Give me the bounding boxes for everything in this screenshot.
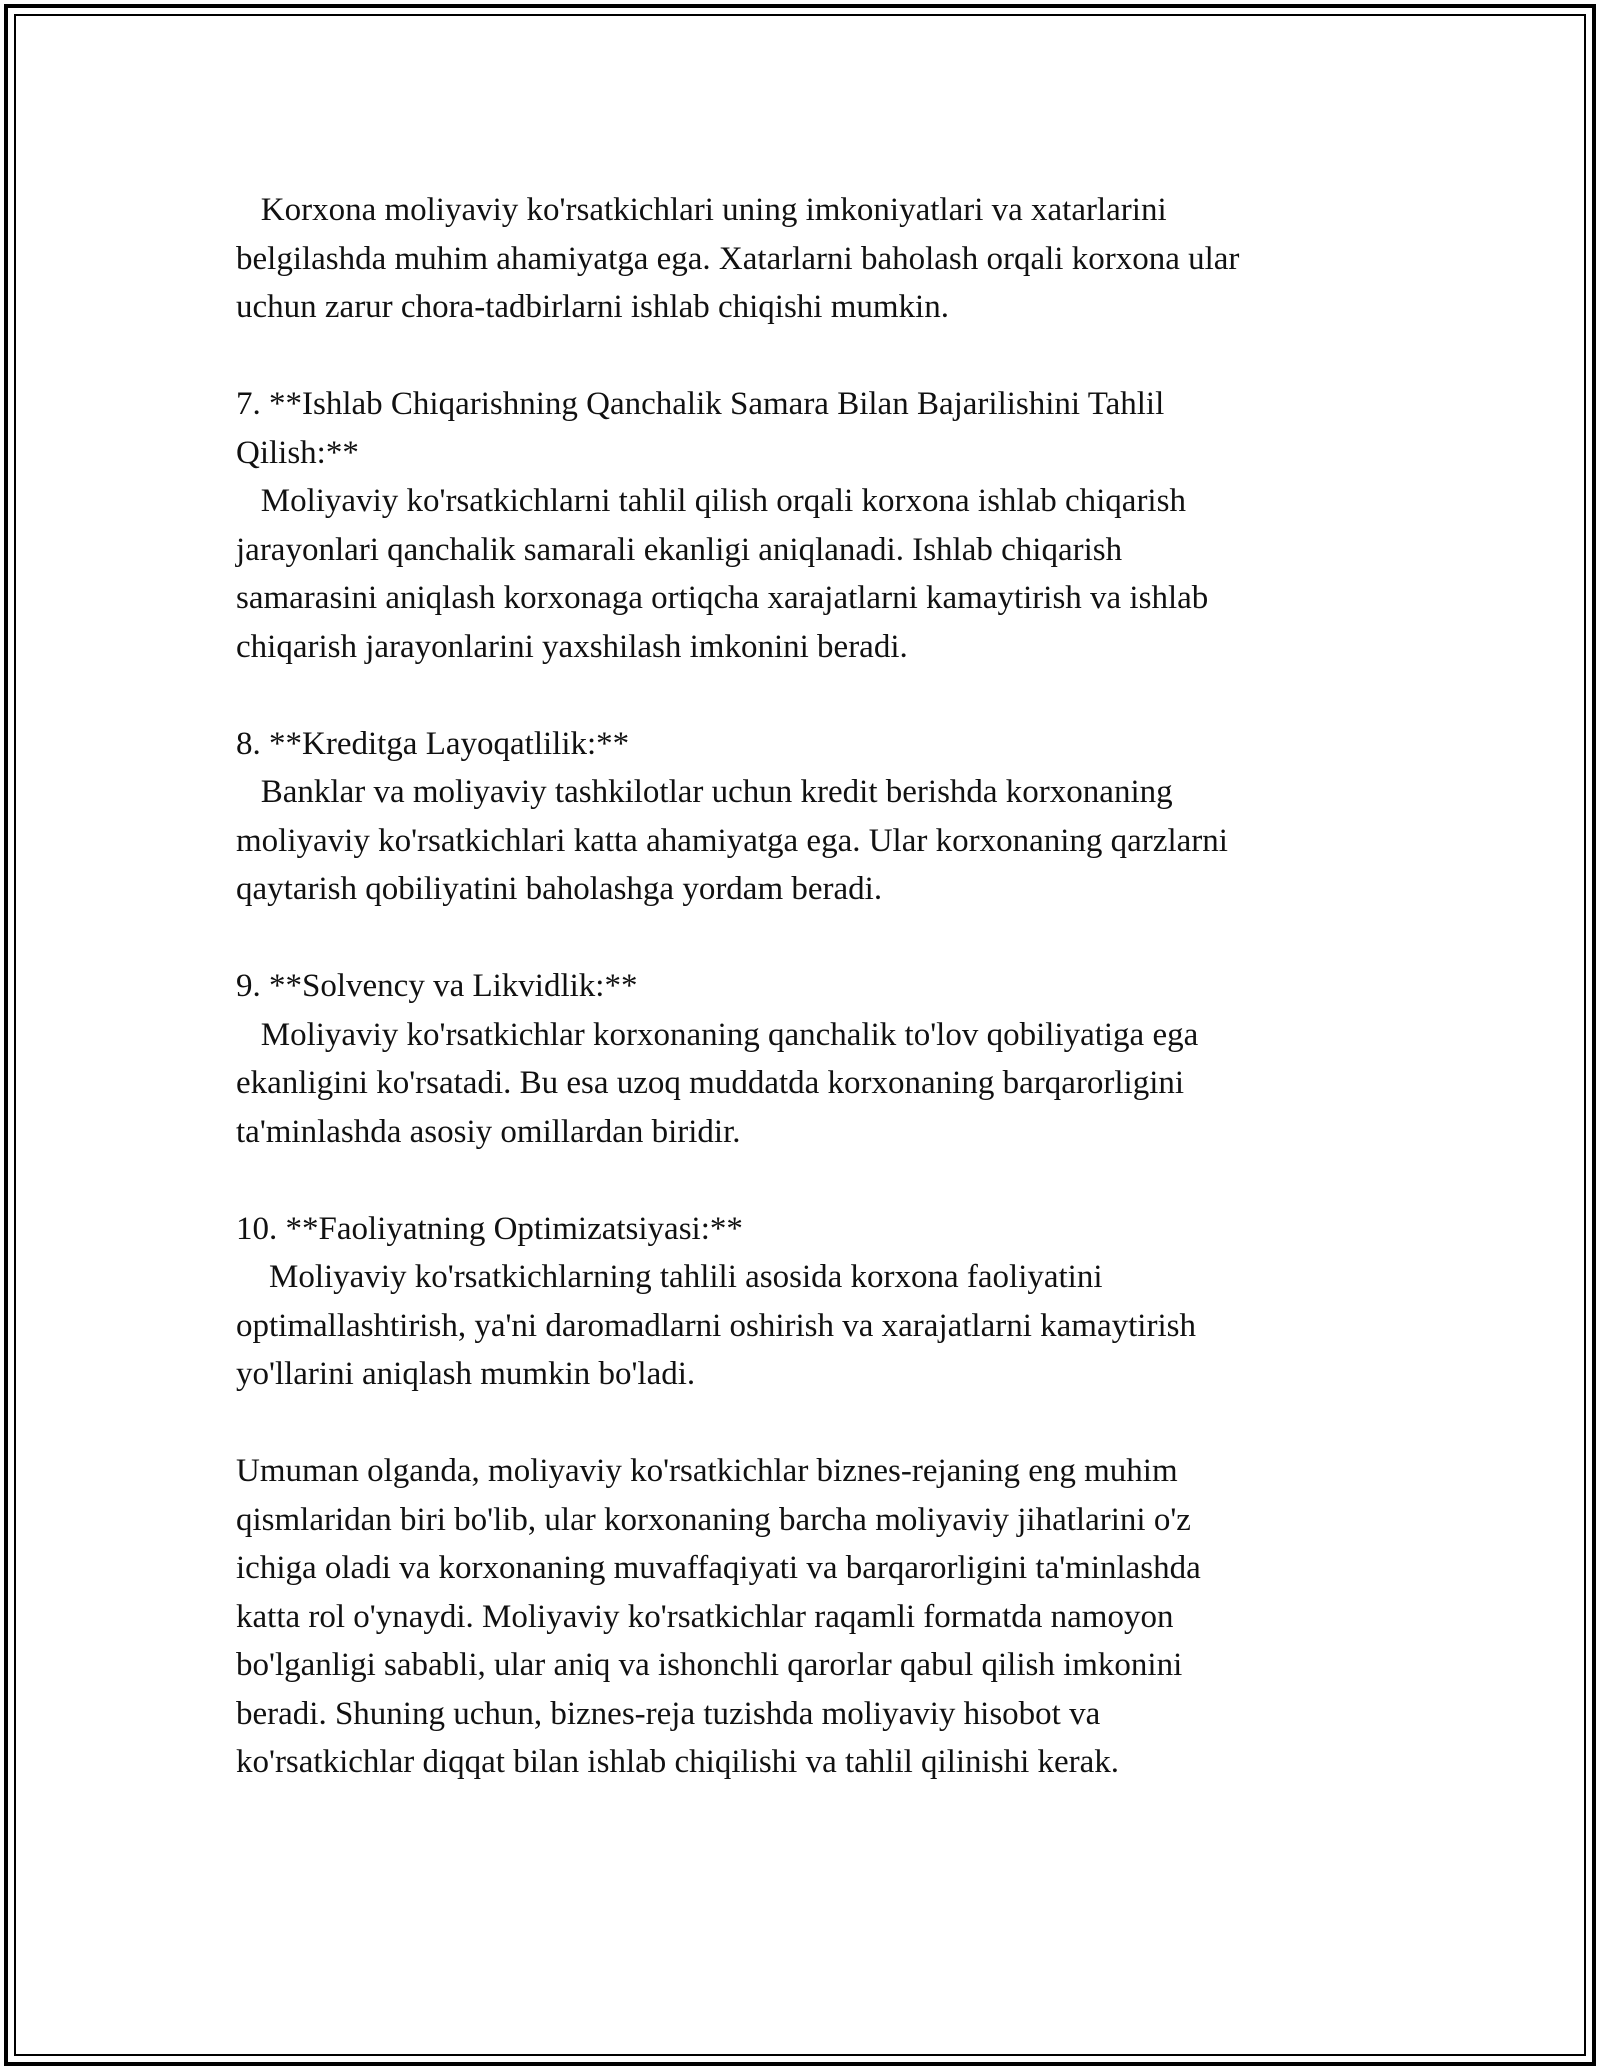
text-line: jarayonlari qanchalik samarali ekanligi aniqlanadi. Ishlab chiqarish: [236, 531, 1123, 568]
text-line: 7. **Ishlab Chiqarishning Qanchalik Samara Bilan Bajarilishini Tahlil: [236, 386, 1165, 422]
text-line: moliyaviy ko'rsatkichlari katta ahamiyatga ega. Ular korxonaning qarzlarni: [236, 822, 1228, 859]
text-line: belgilashda muhim ahamiyatga ega. Xatarlarni baholash orqali korxona ular: [236, 240, 1240, 277]
text-line: Umuman olganda, moliyaviy ko'rsatkichlar biznes-rejaning eng muhim: [236, 1453, 1178, 1489]
text-line: 8. **Kreditga Layoqatlilik:**: [236, 725, 630, 762]
text-line: chiqarish jarayonlarini yaxshilash imkonini beradi.: [236, 628, 908, 665]
text-line: samarasini aniqlash korxonaga ortiqcha xarajatlarni kamaytirish va ishlab: [236, 580, 1209, 616]
text-line: bo'lganligi sababli, ular aniq va ishonchli qarorlar qabul qilish imkonini: [236, 1647, 1183, 1683]
text-line: qismlaridan biri bo'lib, ular korxonaning barcha moliyaviy jihatlarini o'z: [236, 1501, 1191, 1538]
text-line: 10. **Faoliyatning Optimizatsiyasi:**: [236, 1210, 743, 1247]
text-line: Moliyaviy ko'rsatkichlarni tahlil qilish orqali korxona ishlab chiqarish: [236, 483, 1186, 519]
text-line: Korxona moliyaviy ko'rsatkichlari uning imkoniyatlari va xatarlarini: [236, 192, 1167, 228]
paragraph-block: [236, 962, 1376, 1156]
text-line: ichiga oladi va korxonaning muvaffaqiyati va barqarorligini ta'minlashda: [236, 1550, 1201, 1586]
text-line: qaytarish qobiliyatini baholashga yordam beradi.: [236, 871, 883, 907]
text-line: beradi. Shuning uchun, biznes-reja tuzishda moliyaviy hisobot va: [236, 1695, 1101, 1732]
text-line: 9. **Solvency va Likvidlik:**: [236, 968, 638, 1004]
text-line: Moliyaviy ko'rsatkichlar korxonaning qanchalik to'lov qobiliyatiga ega: [236, 1016, 1199, 1053]
document-body: [236, 186, 1376, 1835]
text-line: ekanligini ko'rsatadi. Bu esa uzoq muddatda korxonaning barqarorligini: [236, 1065, 1185, 1101]
text-line: katta rol o'ynaydi. Moliyaviy ko'rsatkichlar raqamli formatda namoyon: [236, 1598, 1174, 1635]
paragraph-block: [236, 1205, 1376, 1399]
paragraph-block: [236, 1447, 1376, 1787]
text-line: uchun zarur chora-tadbirlarni ishlab chiqishi mumkin.: [236, 289, 949, 325]
paragraph-block: [236, 380, 1376, 671]
text-line: Banklar va moliyaviy tashkilotlar uchun kredit berishda korxonaning: [236, 774, 1173, 810]
text-line: ta'minlashda asosiy omillardan biridir.: [236, 1113, 741, 1150]
text-line: optimallashtirish, ya'ni daromadlarni oshirish va xarajatlarni kamaytirish: [236, 1307, 1196, 1344]
text-line: ko'rsatkichlar diqqat bilan ishlab chiqilishi va tahlil qilinishi kerak.: [236, 1744, 1120, 1780]
paragraph-block: [236, 186, 1376, 332]
text-line: Qilish:**: [236, 434, 359, 471]
text-line: Moliyaviy ko'rsatkichlarning tahlili asosida korxona faoliyatini: [236, 1259, 1103, 1295]
text-line: yo'llarini aniqlash mumkin bo'ladi.: [236, 1356, 696, 1392]
paragraph-block: [236, 720, 1376, 914]
